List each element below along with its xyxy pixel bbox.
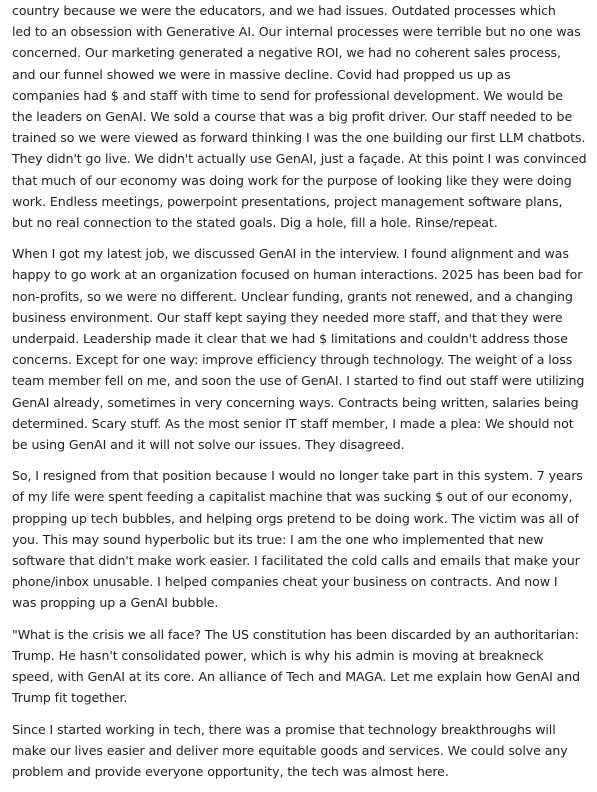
text-line: propping up tech bubbles, and helping orgs pretend to be doing work. The victim was all of	[12, 510, 579, 526]
text-line: business environment. Our staff kept saying they needed more staff, and that they were	[12, 309, 563, 325]
text-line: work. Endless meetings, powerpoint presentations, project management software plans,	[12, 193, 563, 209]
text-line: phone/inbox unusable. I helped companies cheat your business on contracts. And now I	[12, 574, 558, 590]
text-line: problem and provide everyone opportunity, the tech was almost here.	[12, 763, 449, 779]
text-line: non-profits, so we were no different. Unclear funding, grants not renewed, and a changing	[12, 288, 573, 304]
text-line: determined. Scary stuff. As the most senior IT staff member, I made a plea: We should not	[12, 415, 574, 431]
text-line: country because we were the educators, and we had issues. Outdated processes which	[12, 3, 556, 18]
paragraph	[12, 624, 592, 709]
paragraph	[12, 243, 592, 455]
document-body	[12, 0, 592, 792]
text-line: When I got my latest job, we discussed GenAI in the interview. I found alignment and was	[12, 246, 569, 262]
text-line: led to an obsession with Generative AI. Our internal processes were terrible but no one was	[12, 24, 581, 40]
text-line: but no real connection to the stated goals. Dig a hole, fill a hole. Rinse/repeat.	[12, 215, 498, 231]
text-line: you. This may sound hyperbolic but its true: I am the one who implemented that new	[12, 531, 544, 547]
text-line: Trump. He hasn't consolidated power, which is why his admin is moving at breakneck	[12, 647, 544, 663]
text-line: be using GenAI and it will not solve our issues. They disagreed.	[12, 437, 405, 453]
text-line: the leaders on GenAI. We sold a course that was a big profit driver. Our staff needed to be	[12, 109, 573, 125]
text-line: They didn't go live. We didn't actually use GenAI, just a façade. At this point I was convinced	[12, 151, 587, 167]
text-line: software that didn't make work easier. I facilitated the cold calls and emails that make your	[12, 553, 580, 569]
text-line: So, I resigned from that position because I would no longer take part in this system. 7 years	[12, 468, 583, 484]
text-line: concerned. Our marketing generated a negative ROI, we had no coherent sales process,	[12, 45, 561, 61]
paragraph	[12, 719, 592, 783]
text-line: "What is the crisis we all face? The US constitution has been discarded by an authoritarian:	[12, 626, 579, 642]
text-line: Trump fit together.	[12, 690, 128, 706]
text-line: that much of our economy was doing work for the purpose of looking like they were doing	[12, 172, 572, 188]
text-line: team member fell on me, and soon the use of GenAI. I started to find out staff were utilizing	[12, 373, 585, 389]
text-line: GenAI already, sometimes in very concerning ways. Contracts being written, salaries being	[12, 394, 579, 410]
text-line: Since I started working in tech, there was a promise that technology breakthroughs will	[12, 721, 556, 737]
text-line: happy to go work at an organization focused on human interactions. 2025 has been bad for	[12, 267, 583, 283]
text-line: speed, with GenAI at its core. An alliance of Tech and MAGA. Let me explain how GenAI and	[12, 669, 580, 685]
text-line: concerns. Except for one way: improve efficiency through technology. The weight of a loss	[12, 352, 573, 368]
text-line: of my life were spent feeding a capitalist machine that was sucking $ out of our economy,	[12, 489, 573, 505]
text-line: underpaid. Leadership made it clear that we had $ limitations and couldn't address those	[12, 331, 568, 347]
text-line: and our funnel showed we were in massive decline. Covid had propped us up as	[12, 66, 511, 82]
text-line: make our lives easier and deliver more equitable goods and services. We could solve any	[12, 742, 568, 758]
text-line: was propping up a GenAI bubble.	[12, 595, 219, 611]
paragraph	[12, 465, 592, 613]
text-line: trained so we were viewed as forward thinking I was the one building our first LLM chatbots.	[12, 130, 586, 146]
paragraph	[12, 0, 592, 233]
text-line: companies had $ and staff with time to send for professional development. We would be	[12, 87, 563, 103]
